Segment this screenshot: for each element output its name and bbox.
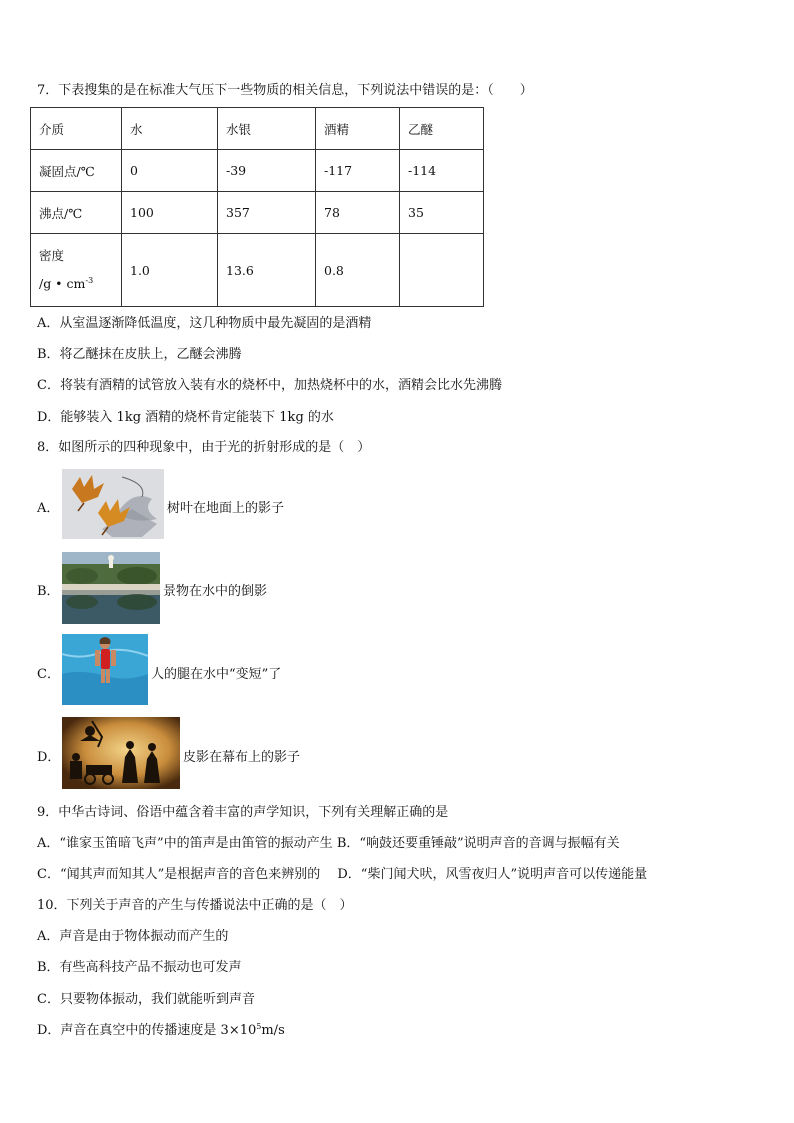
q10-stem: 10．下列关于声音的产生与传播说法中正确的是（ ） (37, 898, 353, 913)
swimmer-pool-photo (62, 634, 148, 705)
lake-reflection-photo (62, 552, 160, 624)
q9-options-line-1: A．“谁家玉笛暗飞声”中的笛声是由笛管的振动产生 B．“响鼓还要重锤敲”说明声音的音调与振幅有关 (37, 836, 620, 851)
shadow-puppet-photo (62, 717, 180, 789)
table-cell: 13.6 (218, 234, 316, 307)
table-cell: 凝固点/℃ (31, 150, 122, 192)
q8-option-d-caption: 皮影在幕布上的影子 (183, 750, 301, 765)
density-label: 密度 (39, 248, 65, 263)
q10-option-b: B．有些高科技产品不振动也可发声 (37, 960, 242, 975)
q8-option-d-letter: D． (37, 750, 61, 765)
q9-stem: 9．中华古诗词、俗语中蕴含着丰富的声学知识，下列有关理解正确的是 (37, 805, 449, 820)
table-row (31, 234, 484, 307)
table-row (31, 192, 484, 234)
q8-option-b-caption: 景物在水中的倒影 (163, 584, 268, 599)
density-label-cell (31, 234, 122, 307)
table-header-cell: 水 (122, 108, 218, 150)
q8-option-c-letter: C． (37, 667, 60, 682)
q7-option-c: C．将装有酒精的试管放入装有水的烧杯中，加热烧杯中的水，酒精会比水先沸腾 (37, 378, 502, 393)
table-header-cell: 乙醚 (400, 108, 484, 150)
table-cell: -39 (218, 150, 316, 192)
q10-option-d: D．声音在真空中的传播速度是 $3\times 10^5m/s$ (37, 1022, 285, 1038)
table-cell: 100 (122, 192, 218, 234)
q8-option-b-letter: B． (37, 584, 60, 599)
table-row (31, 108, 484, 150)
leaves-shadow-photo (62, 469, 164, 539)
q8-option-a-caption: 树叶在地面上的影子 (167, 501, 285, 516)
q9-options-line-2: C．“闻其声而知其人”是根据声音的音色来辨别的 D．“柴门闻犬吠，风雪夜归人”说明声音可以传递能量 (37, 867, 648, 882)
table-row (31, 150, 484, 192)
q8-option-c-caption: 人的腿在水中“变短”了 (151, 667, 282, 682)
table-cell: 0.8 (316, 234, 400, 307)
properties-table (30, 107, 484, 307)
density-unit: /g • $cm^{-3}$ (39, 276, 94, 291)
q8-stem: 8．如图所示的四种现象中，由于光的折射形成的是（ ） (37, 440, 371, 455)
q8-option-a-letter: A． (37, 501, 60, 516)
table-cell: -117 (316, 150, 400, 192)
table-cell: 0 (122, 150, 218, 192)
table-cell (400, 234, 484, 307)
q7-option-a: A．从室温逐渐降低温度，这几种物质中最先凝固的是酒精 (37, 316, 372, 331)
table-cell: 沸点/℃ (31, 192, 122, 234)
table-cell: -114 (400, 150, 484, 192)
table-header-cell: 酒精 (316, 108, 400, 150)
table-cell: 1.0 (122, 234, 218, 307)
q10-option-a: A．声音是由于物体振动而产生的 (37, 929, 229, 944)
table-cell: 357 (218, 192, 316, 234)
table-header-cell: 介质 (31, 108, 122, 150)
q10-option-c: C．只要物体振动，我们就能听到声音 (37, 992, 255, 1007)
q7-stem: 7．下表搜集的是在标准大气压下一些物质的相关信息，下列说法中错误的是：（ ） (37, 83, 533, 98)
table-header-cell: 水银 (218, 108, 316, 150)
q7-option-d: D．能够装入 1kg 酒精的烧杯肯定能装下 1kg 的水 (37, 410, 334, 425)
table-cell: 35 (400, 192, 484, 234)
table-cell: 78 (316, 192, 400, 234)
q7-option-b: B．将乙醚抹在皮肤上，乙醚会沸腾 (37, 347, 242, 362)
